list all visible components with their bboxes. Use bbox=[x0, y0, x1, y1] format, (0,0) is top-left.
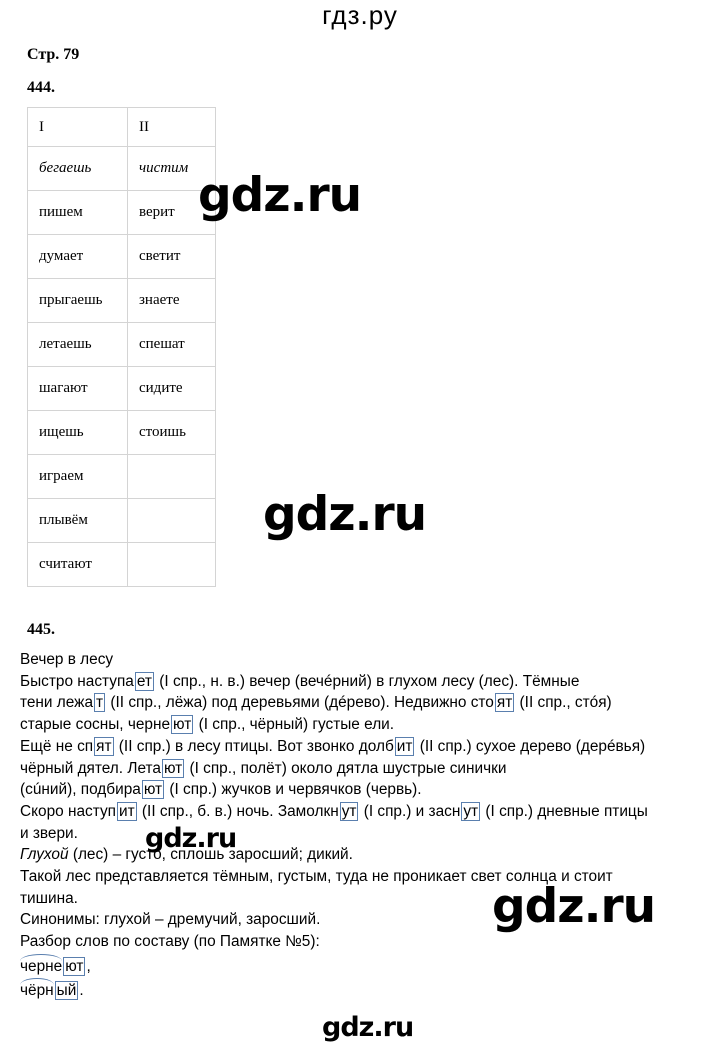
exercise-444-number: 444. bbox=[27, 79, 55, 96]
table-cell: сидите bbox=[128, 367, 216, 411]
morpheme-word: чёрн ый . bbox=[20, 981, 84, 999]
ending-box: ут bbox=[341, 802, 357, 820]
table-cell: плывём bbox=[28, 499, 128, 543]
table-row bbox=[28, 411, 216, 455]
table-cell: прыгаешь bbox=[28, 279, 128, 323]
watermark: gdz.ru bbox=[263, 487, 427, 542]
text-line: и звери. bbox=[20, 824, 78, 842]
ending-box: ит bbox=[396, 737, 413, 755]
ending-box: ет bbox=[136, 672, 152, 690]
ending-box: ят bbox=[496, 694, 513, 712]
table-row bbox=[28, 235, 216, 279]
ending-box: ют bbox=[143, 781, 163, 799]
table-row bbox=[28, 191, 216, 235]
conjugation-table bbox=[27, 107, 216, 587]
table-row bbox=[28, 499, 216, 543]
ending-box: ый bbox=[56, 981, 77, 999]
ending-box: ят bbox=[96, 737, 112, 755]
table-cell: шагают bbox=[28, 367, 128, 411]
watermark: gdz.ru bbox=[322, 1012, 414, 1043]
table-row bbox=[28, 323, 216, 367]
table-cell: верит bbox=[128, 191, 216, 235]
italic-term: Глухой bbox=[20, 846, 69, 864]
text-title: Вечер в лесу bbox=[20, 651, 114, 668]
table-cell: светит bbox=[128, 235, 216, 279]
table-cell: спешат bbox=[128, 323, 216, 367]
table-row bbox=[28, 279, 216, 323]
table-cell: думает bbox=[28, 235, 128, 279]
text-line: Разбор слов по составу (по Памятке №5): bbox=[20, 933, 320, 951]
text-line: тени лежа т (II спр., лёжа) под деревьями (дéрево). Недвижно сто ят (II спр., стóя) bbox=[20, 694, 612, 712]
exercise-445-text bbox=[20, 649, 710, 1001]
column-header-i: I bbox=[28, 108, 128, 147]
table-cell: ищешь bbox=[28, 411, 128, 455]
table-cell bbox=[128, 543, 216, 587]
watermark: gdz.ru bbox=[145, 823, 237, 854]
table-header-row bbox=[28, 108, 216, 147]
ending-box: ут bbox=[463, 802, 479, 820]
text-line: Глухой (лес) – густо, сплошь заросший; дикий. bbox=[20, 846, 353, 864]
text-line: старые сосны, черне ют (I спр., чёрный) густые ели. bbox=[20, 716, 395, 734]
table-cell bbox=[128, 455, 216, 499]
ending-box: ют bbox=[163, 759, 183, 777]
text-line: тишина. bbox=[20, 889, 78, 907]
watermark: gdz.ru bbox=[492, 879, 656, 934]
table-cell bbox=[128, 499, 216, 543]
table-row bbox=[28, 543, 216, 587]
text-line: (сúний), подбира ют (I спр.) жучков и червячков (червь). bbox=[20, 781, 422, 799]
ending-box: т bbox=[96, 694, 104, 712]
table-cell: летаешь bbox=[28, 323, 128, 367]
table-cell: играем bbox=[28, 455, 128, 499]
exercise-445-number: 445. bbox=[27, 621, 55, 638]
ending-box: ит bbox=[118, 802, 135, 820]
ending-box: ют bbox=[65, 957, 84, 975]
text-line: Скоро наступ ит (II спр., б. в.) ночь. Замолкн ут (I спр.) и засн ут (I спр.) дневные птицы bbox=[20, 802, 648, 820]
text-line: Ещё не сп ят (II спр.) в лесу птицы. Вот звонко долб ит (II спр.) сухое дерево (дерéвья) bbox=[20, 737, 646, 755]
site-title: гдз.ру bbox=[322, 0, 398, 30]
root-arc: чёрн bbox=[20, 981, 54, 999]
table-row bbox=[28, 367, 216, 411]
root-arc: черне bbox=[20, 957, 63, 975]
page-heading: Стр. 79 bbox=[27, 46, 80, 63]
table-cell: знаете bbox=[128, 279, 216, 323]
table-cell: чистим bbox=[128, 147, 216, 191]
table-cell: бегаешь bbox=[28, 147, 128, 191]
text-line: Такой лес представляется тёмным, густым, туда не проникает свет солнца и стоит bbox=[20, 868, 613, 886]
watermark: gdz.ru bbox=[198, 168, 362, 223]
table-cell: считают bbox=[28, 543, 128, 587]
text-line: Быстро наступа ет (I спр., н. в.) вечер (вечéрний) в глухом лесу (лес). Тёмные bbox=[20, 672, 580, 690]
table-cell: пишем bbox=[28, 191, 128, 235]
table-row bbox=[28, 455, 216, 499]
ending-box: ют bbox=[173, 716, 192, 734]
column-header-ii: II bbox=[128, 108, 216, 147]
text-line: чёрный дятел. Лета ют (I спр., полёт) около дятла шустрые синички bbox=[20, 759, 507, 777]
morpheme-word: черне ют , bbox=[20, 957, 91, 975]
text-line: Синонимы: глухой – дремучий, заросший. bbox=[20, 911, 321, 929]
table-cell: стоишь bbox=[128, 411, 216, 455]
table-row bbox=[28, 147, 216, 191]
